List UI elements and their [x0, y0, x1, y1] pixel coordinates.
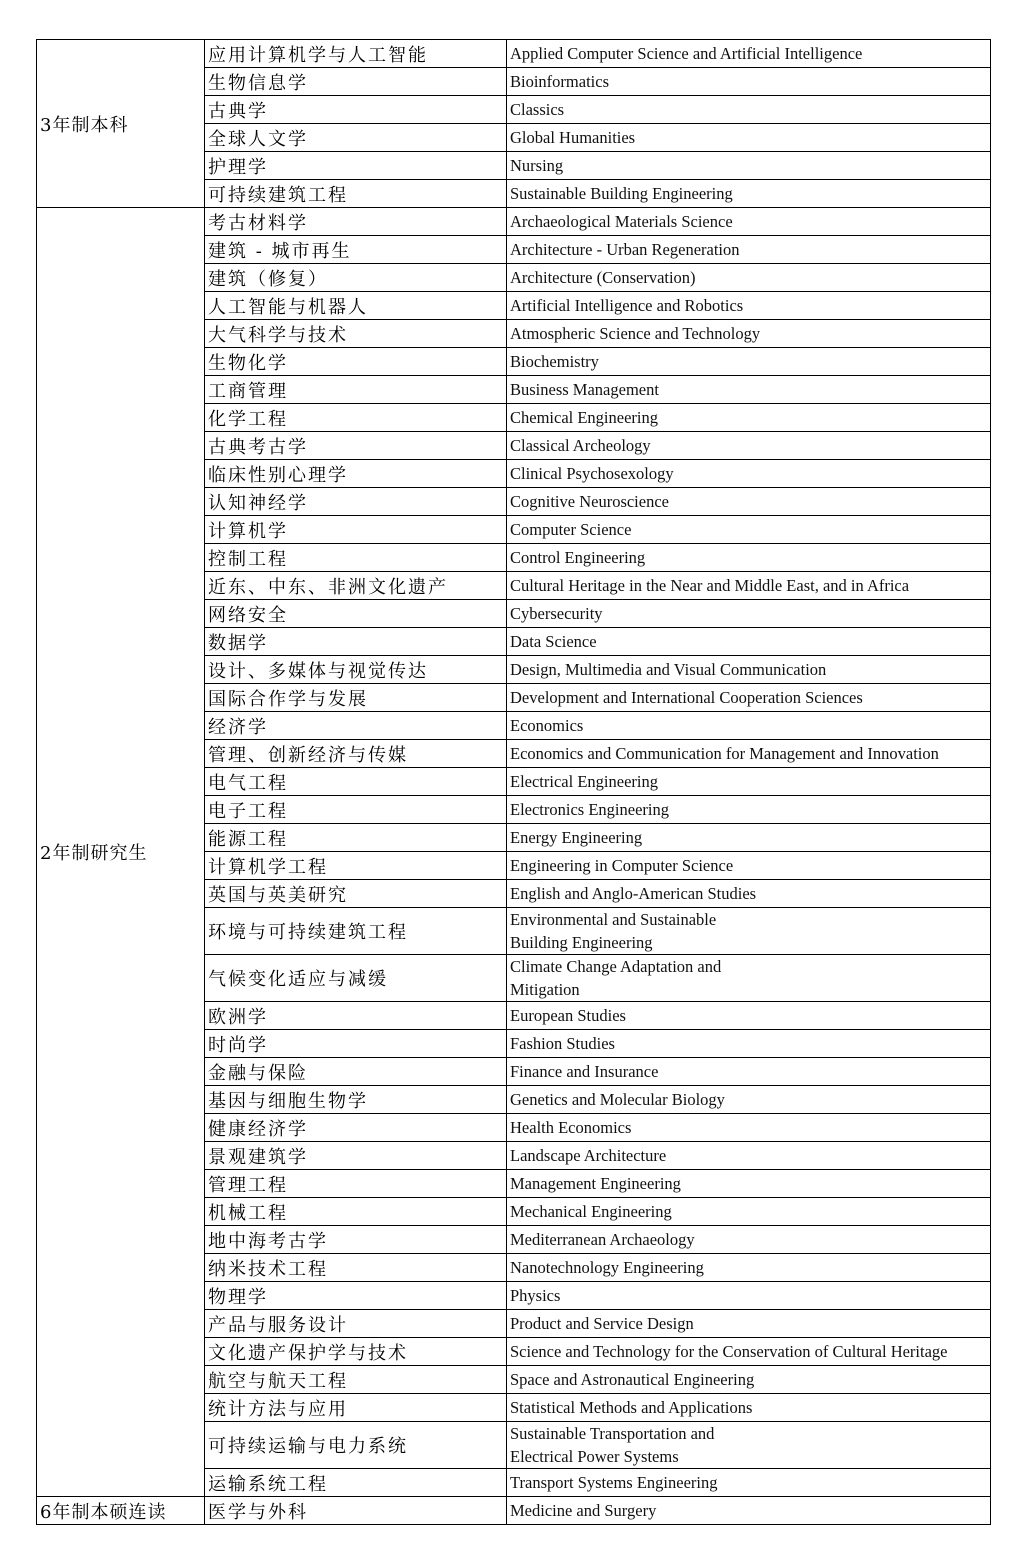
program-name-en: Clinical Psychosexology — [507, 460, 991, 488]
program-name-en-line1: Environmental and Sustainable — [510, 910, 717, 929]
program-name-en: Design, Multimedia and Visual Communication — [507, 656, 991, 684]
program-name-en: Medicine and Surgery — [507, 1497, 991, 1525]
program-name-en: Statistical Methods and Applications — [507, 1394, 991, 1422]
program-name-en: Computer Science — [507, 516, 991, 544]
program-name-en — [507, 1422, 991, 1469]
program-name-cn: 医学与外科 — [205, 1497, 507, 1525]
program-name-cn: 数据学 — [205, 628, 507, 656]
program-name-cn: 能源工程 — [205, 824, 507, 852]
program-name-en: Genetics and Molecular Biology — [507, 1086, 991, 1114]
program-name-en: Landscape Architecture — [507, 1142, 991, 1170]
program-name-cn: 化学工程 — [205, 404, 507, 432]
program-name-cn: 设计、多媒体与视觉传达 — [205, 656, 507, 684]
program-name-en: Global Humanities — [507, 124, 991, 152]
program-name-en: Cognitive Neuroscience — [507, 488, 991, 516]
category-cell: 3年制本科 — [37, 40, 205, 208]
program-name-cn: 金融与保险 — [205, 1058, 507, 1086]
program-name-en: Cybersecurity — [507, 600, 991, 628]
program-name-cn: 健康经济学 — [205, 1114, 507, 1142]
program-name-en: Business Management — [507, 376, 991, 404]
program-name-cn: 统计方法与应用 — [205, 1394, 507, 1422]
program-name-cn: 欧洲学 — [205, 1002, 507, 1030]
program-name-cn: 电子工程 — [205, 796, 507, 824]
program-name-en: Development and International Cooperation Sciences — [507, 684, 991, 712]
program-name-en: Health Economics — [507, 1114, 991, 1142]
program-name-cn: 产品与服务设计 — [205, 1310, 507, 1338]
program-name-cn: 管理、创新经济与传媒 — [205, 740, 507, 768]
program-name-en: Space and Astronautical Engineering — [507, 1366, 991, 1394]
program-name-en: Applied Computer Science and Artificial Intelligence — [507, 40, 991, 68]
program-name-en: Management Engineering — [507, 1170, 991, 1198]
program-name-en: Mechanical Engineering — [507, 1198, 991, 1226]
program-name-en: Data Science — [507, 628, 991, 656]
program-name-cn: 可持续运输与电力系统 — [205, 1422, 507, 1469]
program-name-en-line1: Climate Change Adaptation and — [510, 957, 722, 976]
program-name-cn: 环境与可持续建筑工程 — [205, 908, 507, 955]
program-name-cn: 大气科学与技术 — [205, 320, 507, 348]
program-name-en: Classics — [507, 96, 991, 124]
program-name-en: Architecture (Conservation) — [507, 264, 991, 292]
program-name-en: Artificial Intelligence and Robotics — [507, 292, 991, 320]
program-name-cn: 运输系统工程 — [205, 1469, 507, 1497]
program-name-en: Physics — [507, 1282, 991, 1310]
program-name-cn: 建筑 - 城市再生 — [205, 236, 507, 264]
program-name-en: Control Engineering — [507, 544, 991, 572]
program-name-en: Fashion Studies — [507, 1030, 991, 1058]
program-name-en: English and Anglo-American Studies — [507, 880, 991, 908]
program-name-en: Biochemistry — [507, 348, 991, 376]
program-name-cn: 古典考古学 — [205, 432, 507, 460]
program-name-cn: 临床性别心理学 — [205, 460, 507, 488]
program-name-cn: 管理工程 — [205, 1170, 507, 1198]
program-name-en: Electrical Engineering — [507, 768, 991, 796]
program-name-en: Science and Technology for the Conservation of Cultural Heritage — [507, 1338, 991, 1366]
program-name-cn: 生物化学 — [205, 348, 507, 376]
program-name-cn: 地中海考古学 — [205, 1226, 507, 1254]
program-name-en: Nanotechnology Engineering — [507, 1254, 991, 1282]
program-name-cn: 物理学 — [205, 1282, 507, 1310]
program-name-cn: 电气工程 — [205, 768, 507, 796]
program-name-cn: 网络安全 — [205, 600, 507, 628]
program-name-cn: 文化遗产保护学与技术 — [205, 1338, 507, 1366]
program-name-cn: 近东、中东、非洲文化遗产 — [205, 572, 507, 600]
program-name-en — [507, 908, 991, 955]
program-name-en: Nursing — [507, 152, 991, 180]
program-name-en: European Studies — [507, 1002, 991, 1030]
program-name-en: Engineering in Computer Science — [507, 852, 991, 880]
program-name-cn: 气候变化适应与减缓 — [205, 955, 507, 1002]
category-cell: 6年制本硕连读 — [37, 1497, 205, 1525]
program-name-en: Archaeological Materials Science — [507, 208, 991, 236]
program-name-cn: 古典学 — [205, 96, 507, 124]
program-name-en: Classical Archeology — [507, 432, 991, 460]
program-name-en: Bioinformatics — [507, 68, 991, 96]
program-name-cn: 全球人文学 — [205, 124, 507, 152]
program-name-cn: 经济学 — [205, 712, 507, 740]
programs-table-body — [37, 40, 991, 1525]
program-name-cn: 应用计算机学与人工智能 — [205, 40, 507, 68]
program-name-en: Economics and Communication for Management and Innovation — [507, 740, 991, 768]
program-name-cn: 控制工程 — [205, 544, 507, 572]
program-name-en: Transport Systems Engineering — [507, 1469, 991, 1497]
program-name-cn: 生物信息学 — [205, 68, 507, 96]
program-name-cn: 国际合作学与发展 — [205, 684, 507, 712]
program-name-en: Sustainable Building Engineering — [507, 180, 991, 208]
program-name-cn: 景观建筑学 — [205, 1142, 507, 1170]
program-name-cn: 基因与细胞生物学 — [205, 1086, 507, 1114]
program-name-en-line2: Building Engineering — [510, 933, 653, 952]
program-name-en: Atmospheric Science and Technology — [507, 320, 991, 348]
program-name-cn: 时尚学 — [205, 1030, 507, 1058]
program-name-en: Energy Engineering — [507, 824, 991, 852]
program-name-cn: 机械工程 — [205, 1198, 507, 1226]
category-cell: 2年制研究生 — [37, 208, 205, 1497]
program-name-cn: 英国与英美研究 — [205, 880, 507, 908]
program-name-cn: 可持续建筑工程 — [205, 180, 507, 208]
program-name-en: Architecture - Urban Regeneration — [507, 236, 991, 264]
table-row — [37, 1497, 991, 1525]
program-name-en — [507, 955, 991, 1002]
program-name-cn: 认知神经学 — [205, 488, 507, 516]
program-name-en: Chemical Engineering — [507, 404, 991, 432]
program-name-en: Mediterranean Archaeology — [507, 1226, 991, 1254]
program-name-cn: 航空与航天工程 — [205, 1366, 507, 1394]
program-name-en: Finance and Insurance — [507, 1058, 991, 1086]
program-name-en: Cultural Heritage in the Near and Middle East, and in Africa — [507, 572, 991, 600]
program-name-en: Electronics Engineering — [507, 796, 991, 824]
program-name-en-line2: Electrical Power Systems — [510, 1447, 679, 1466]
program-name-cn: 护理学 — [205, 152, 507, 180]
programs-table — [36, 39, 991, 1525]
program-name-cn: 计算机学 — [205, 516, 507, 544]
program-name-en: Product and Service Design — [507, 1310, 991, 1338]
table-row — [37, 40, 991, 68]
table-row — [37, 208, 991, 236]
program-name-en-line2: Mitigation — [510, 980, 580, 999]
program-name-en: Economics — [507, 712, 991, 740]
program-name-cn: 人工智能与机器人 — [205, 292, 507, 320]
program-name-cn: 工商管理 — [205, 376, 507, 404]
program-name-cn: 建筑（修复） — [205, 264, 507, 292]
program-name-cn: 纳米技术工程 — [205, 1254, 507, 1282]
program-name-cn: 计算机学工程 — [205, 852, 507, 880]
program-name-en-line1: Sustainable Transportation and — [510, 1424, 715, 1443]
program-name-cn: 考古材料学 — [205, 208, 507, 236]
